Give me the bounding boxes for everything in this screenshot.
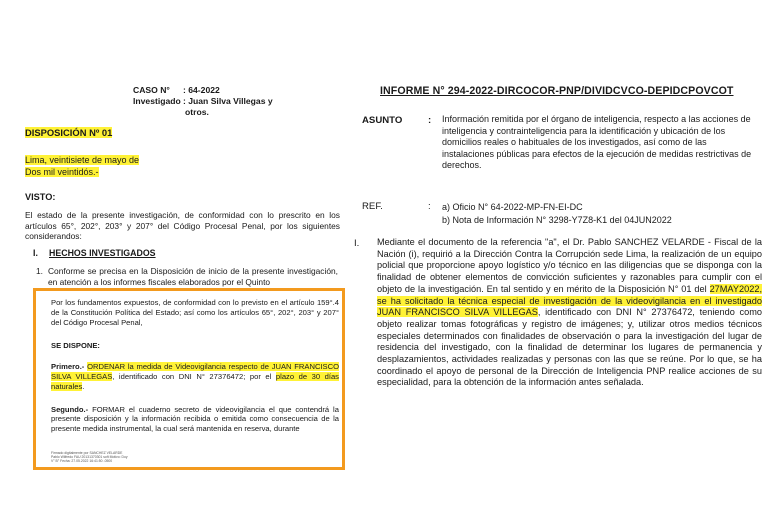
segundo-paragraph bbox=[51, 405, 339, 434]
primero-text: , identificado con DNI N° 27376472; por el bbox=[112, 371, 272, 381]
excerpt-paragraph: Por los fundamentos expuestos, de conformidad con lo previsto en el artículo 159°.4 de la Constitución Política del Estado; así como los artículos 65°, 202°, 203° y 207° del Código Procesal Penal, bbox=[51, 298, 339, 327]
hechos-title: HECHOS INVESTIGADOS bbox=[49, 248, 156, 258]
body-text-part2: , identificado con DNI N° 27376472, teniendo como objeto realizar tomas fotográficas y registro de imágenes; y, utilizar otros medios técnicos especiales determinados con finalidades de observación o para la investigación del lugar de residencia del investigado, con la finalidad de determinar los lugares de permanencia y desplazamientos, actividades realizadas y personas con las que se reúne. Por lo que, se ha coordinado el apoyo de personal de la Dirección de Inteligencia PNP realice acciones de su especialidad, para la obtención de la información antes señalada. bbox=[377, 307, 763, 388]
right-document bbox=[350, 0, 768, 512]
highlighted-excerpt-box bbox=[33, 288, 345, 470]
body-highlight: 27MAY2022, se ha solicitado la técnica especial de investigación de la videovigilancia en el investigado JUAN FRANCISCO SILVA VILLEGAS bbox=[377, 283, 762, 318]
ref-list bbox=[442, 201, 672, 227]
place-date bbox=[25, 155, 185, 178]
investigated-value: : Juan Silva Villegas y bbox=[183, 96, 273, 106]
primero-paragraph: Primero.- ORDENAR la medida de Videovigilancia respecto de JUAN FRANCISCO SILVA VILLEGAS, identificado con DNI N° 27376472; por el plazo de 30 días naturales. bbox=[51, 362, 339, 391]
asunto-text: Información remitida por el órgano de inteligencia, respecto a las acciones de inteligencia y contrainteligencia para la identificación y ubicación de los domicilios reales o habituales de los investigados, así como de las instalaciones públicas para efectos de la ejecución de medidas restrictivas de derechos. bbox=[442, 114, 752, 171]
digital-signature-note: Firmado digitalmente por SANCHEZ VELARDE Pablo Wilfredo FAU 20131370301 soft Motivo: Doy V° B° Fecha: 27.05.2022 16:41:50 -0500 bbox=[51, 451, 128, 463]
ref-colon: : bbox=[428, 201, 431, 212]
ref-item-b: b) Nota de Información N° 3298-Y7Z8-K1 del 04JUN2022 bbox=[442, 215, 672, 225]
ref-item-a: a) Oficio N° 64-2022-MP-FN-EI-DC bbox=[442, 202, 583, 212]
case-header bbox=[133, 85, 313, 118]
primero-highlight-term: plazo de 30 días naturales bbox=[51, 371, 339, 391]
body-number: I. bbox=[354, 238, 360, 249]
disposition-title: DISPOSICIÓN Nº 01 bbox=[25, 127, 113, 138]
segundo-label: Segundo.- bbox=[51, 404, 89, 414]
hechos-paragraph-text: Conforme se precisa en la Disposición de inicio de la presente investigación, en atención a los informes fiscales elaborados por el Quinto bbox=[48, 266, 338, 287]
se-dispone-heading: SE DISPONE: bbox=[51, 341, 100, 351]
left-document bbox=[0, 0, 345, 512]
place-date-line2: Dos mil veintidós.- bbox=[25, 166, 99, 177]
investigated-extra: otros. bbox=[185, 107, 209, 117]
hechos-number: I. bbox=[33, 248, 38, 258]
asunto-colon: : bbox=[428, 115, 432, 126]
investigated-label: Investigado bbox=[133, 96, 181, 106]
body-text-part1: Mediante el documento de la referencia "a", el Dr. Pablo SANCHEZ VELARDE - Fiscal de la Nación (i), requirió a la Dirección Contra la Corrupción sede Lima, la realización de un equipo policial que proporcione apoyo logístico y/o técnico en las diligencias que se disponga con la finalidad de obtener elementos de convicción suficientes y razonables para cumplir con el objeto de la investigación. En tal sentido y en mérito de la Disposición N° 01 del bbox=[377, 237, 762, 294]
visto-text: El estado de la presente investigación, de conformidad con lo prescrito en los artículos 65°, 202°, 203° y 207° del Código Procesal Penal, por los siguientes considerandos: bbox=[25, 210, 340, 242]
hechos-heading bbox=[33, 248, 156, 258]
ref-label: REF. bbox=[362, 201, 383, 212]
case-value: : 64-2022 bbox=[183, 85, 220, 95]
primero-label: Primero.- bbox=[51, 362, 85, 372]
primero-highlight-order: ORDENAR la medida de Videovigilancia respecto de JUAN FRANCISCO SILVA VILLEGAS bbox=[51, 362, 339, 381]
case-label: CASO N° bbox=[133, 85, 170, 95]
body-paragraph bbox=[377, 237, 762, 389]
hechos-item-number: 1. bbox=[36, 266, 43, 276]
visto-heading: VISTO: bbox=[25, 192, 56, 202]
report-title: INFORME N° 294-2022-DIRCOCOR-PNP/DIVIDCVCO-DEPIDCPOVCOT bbox=[380, 85, 734, 97]
segundo-text: FORMAR el cuaderno secreto de videovigilancia el que contendrá la presente disposición y la información recibida o emitida como consecuencia de la presente medida instrumental, la cual será mantenida en reserva, durante bbox=[51, 404, 339, 434]
place-date-line1: Lima, veintisiete de mayo de bbox=[25, 155, 140, 165]
hechos-paragraph bbox=[36, 266, 338, 287]
asunto-label: ASUNTO bbox=[362, 115, 403, 126]
